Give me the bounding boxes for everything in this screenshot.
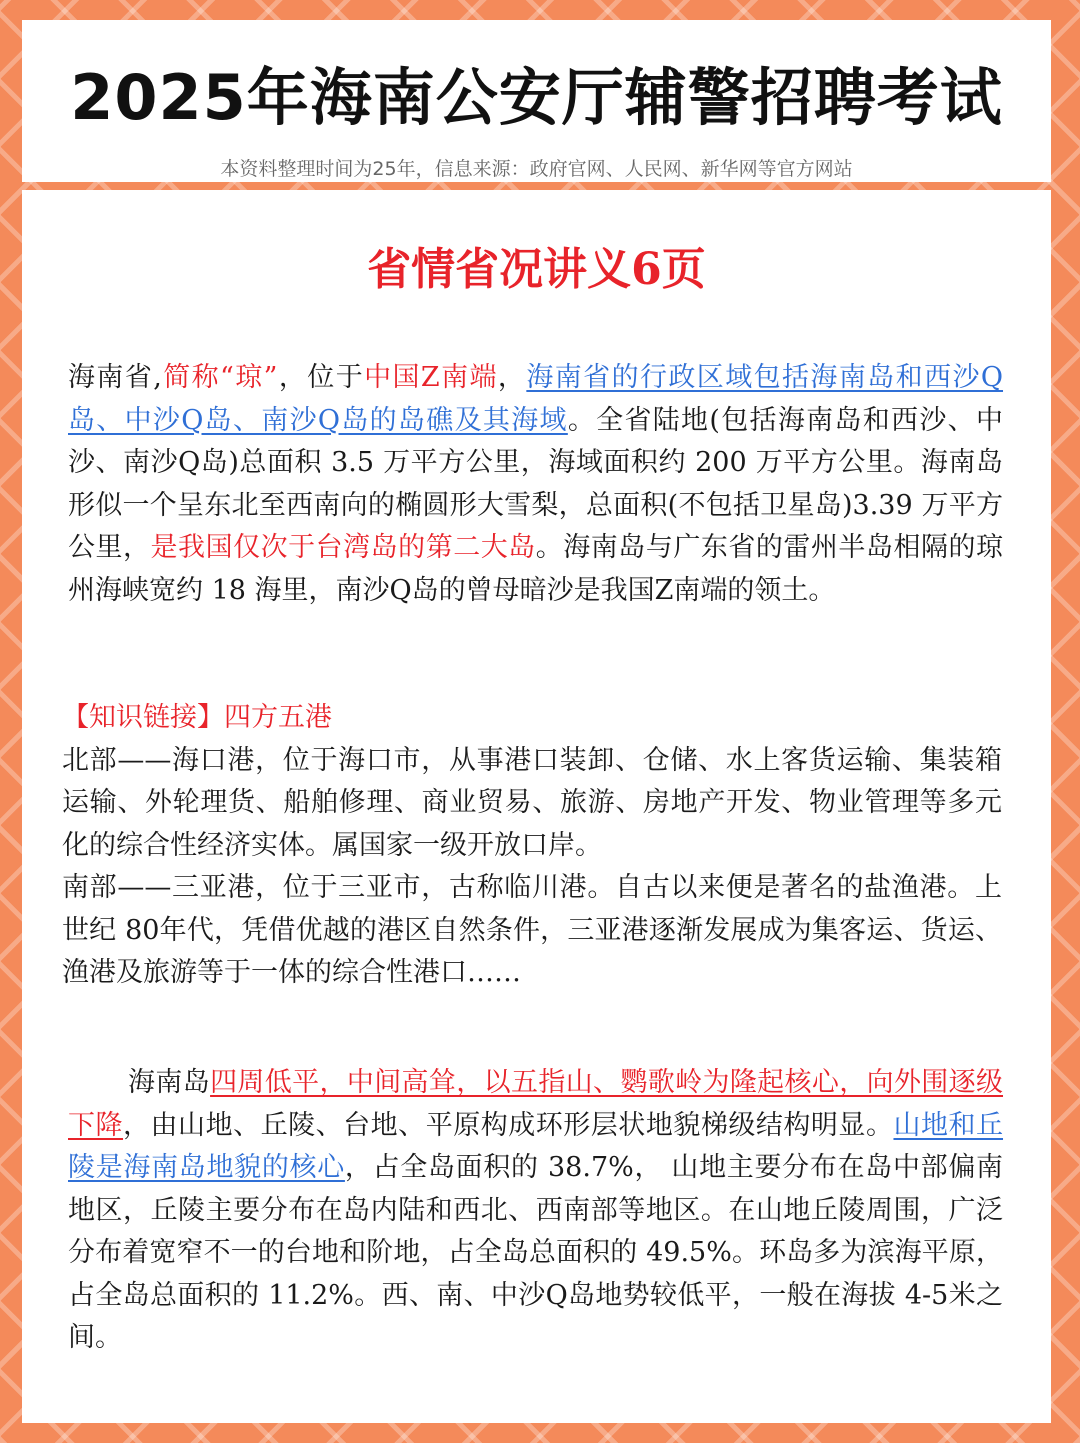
terrain-core-link[interactable]: 山地和丘陵是海南岛地貌的核心 — [68, 1109, 1004, 1183]
location-highlight: 中国Z南端 — [364, 362, 498, 393]
south-port-text: 南部——三亚港，位于三亚市，古称临川港。自古以来便是著名的盐渔港。上世纪 80年代，凭借优越的港区自然条件，三亚港逐渐发展成为集客运、货运、渔港及旅游等于一体的综合性港口…… — [62, 872, 1002, 988]
intro-text-9: 。海南岛与广东省的雷州半岛相隔的琼州海峡宽约 18 海里，南沙Q岛的曾母暗沙是我国Z南端的领土。 — [68, 532, 1004, 606]
terrain-paragraph — [68, 1062, 1003, 1360]
intro-text-1: 海南省, — [68, 362, 162, 393]
admin-region-link[interactable]: 海南省的行政区域包括海南岛和西沙Q岛、中沙Q岛、南沙Q岛的岛礁及其海域 — [68, 362, 1004, 436]
intro-text-5: ， — [497, 362, 527, 393]
terrain-shape-link[interactable]: 四周低平，中间高耸，以五指山、鹦歌岭为隆起核心，向外围逐级下降 — [68, 1067, 1004, 1141]
section-title: 省情省况讲义6页 — [367, 244, 706, 295]
page-title: 2025年海南公安厅辅警招聘考试 — [70, 61, 1003, 134]
abbreviation-highlight: 简称“琼” — [161, 362, 278, 393]
terrain-text-5: ，占全岛面积的 38.7%， 山地主要分布在岛中部偏南地区，丘陵主要分布在岛内陆和西北、西南部等地区。在山地丘陵周围，广泛分布着宽窄不一的台地和阶地，占全岛总面积的 49.5%。环岛多为滨海平原，占全岛总面积的 11.2%。西、南、中沙Q岛地势较低平，一般在海拔 4-5米之间。 — [68, 1152, 1004, 1353]
intro-paragraph — [68, 357, 1003, 612]
terrain-text-1: 海南岛 — [128, 1067, 211, 1098]
knowledge-link-section — [62, 697, 1002, 995]
intro-text-3: ，位于 — [277, 362, 365, 393]
intro-text-7: 。全省陆地(包括海南岛和西沙、中沙、南沙Q岛)总面积 3.5 万平方公里，海域面积约 200 万平方公里。海南岛形似一个呈东北至西南向的椭圆形大雪梨，总面积(不包括卫星岛)3.39 万平方公里， — [68, 404, 1003, 563]
knowledge-link-title: 【知识链接】四方五港 — [62, 702, 332, 733]
north-port-text: 北部——海口港，位于海口市，从事港口装卸、仓储、水上客货运输、集装箱运输、外轮理货、船舶修理、商业贸易、旅游、房地产开发、物业管理等多元化的综合性经济实体。属国家一级开放口岸。 — [62, 744, 1002, 861]
terrain-text-3: ，由山地、丘陵、台地、平原构成环形层状地貌梯级结构明显。 — [123, 1109, 894, 1141]
header-card — [22, 20, 1051, 182]
content-card — [22, 190, 1051, 1423]
second-island-highlight: 是我国仅次于台湾岛的第二大岛 — [150, 532, 536, 563]
source-note: 本资料整理时间为25年，信息来源：政府官网、人民网、新华网等官方网站 — [220, 158, 853, 180]
